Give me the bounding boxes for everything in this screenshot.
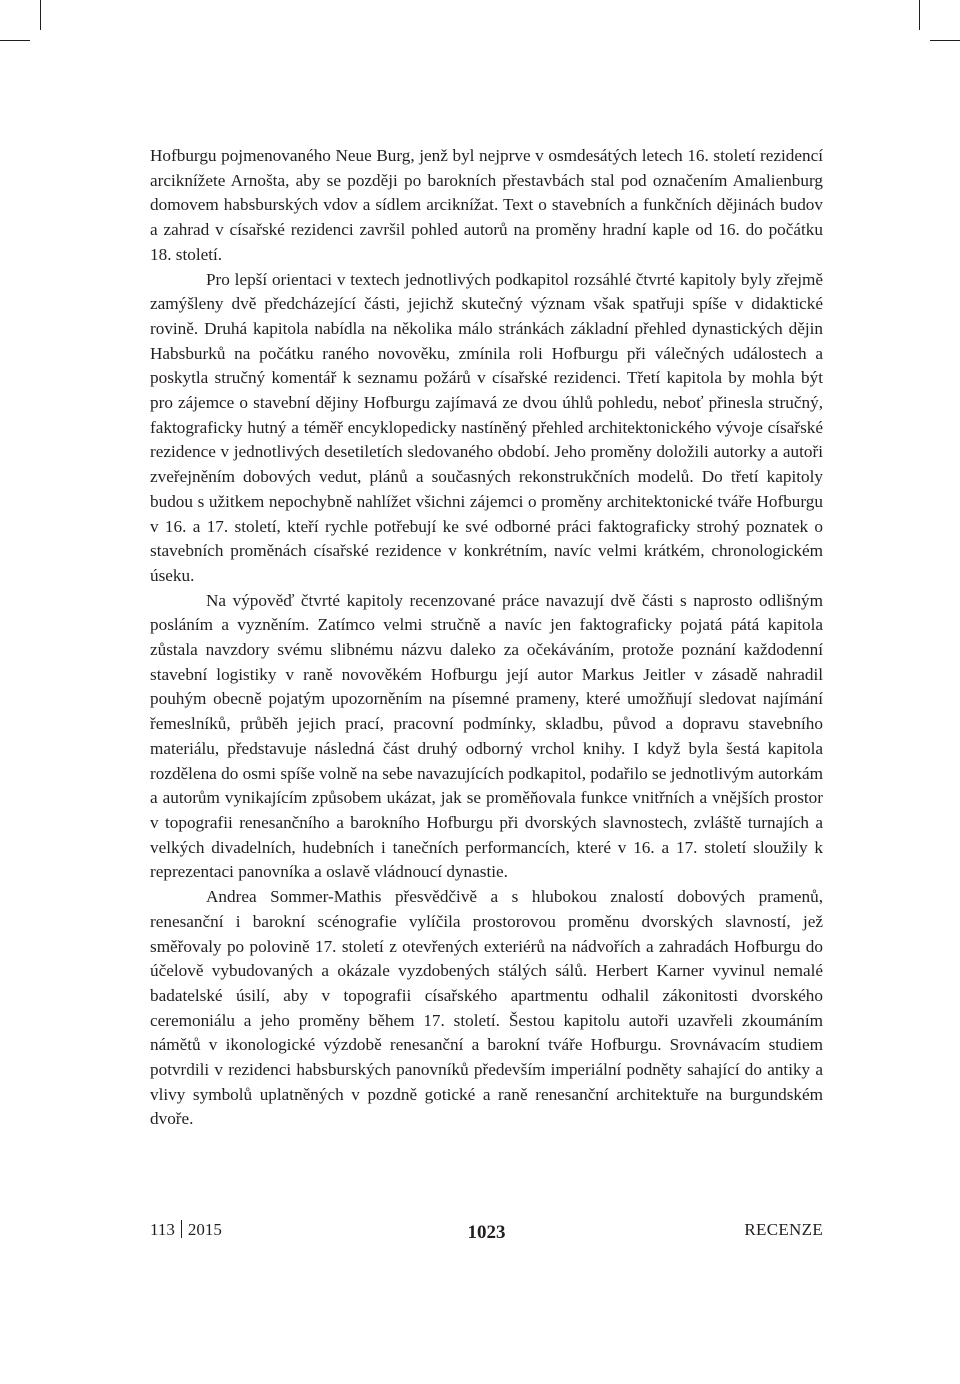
crop-mark-top-right	[919, 0, 920, 30]
paragraph-4: Andrea Sommer-Mathis přesvědčivě a s hlubokou znalostí dobových pramenů, renesanční i barokní scénografie vylíčila prostorovou proměnu dvorských slavností, jež směřovaly po polovině 17. století z otevřených exteriérů na nádvořích a zahradách Hofburgu do účelově vybudovaných a okázale vyzdobených stálých sálů. Herbert Karner vyvinul nemalé badatelské úsilí, aby v topografii císařského apartmentu odhalil zákonitosti dvorského ceremoniálu a jeho proměny během 17. století. Šestou kapitolu autoři uzavřeli zkoumáním námětů v ikonologické výzdobě renesanční a barokní tváře Hofburgu. Srovnávacím studiem potvrdili v rezidenci habsburských panovníků především imperiální podněty sahající do antiky a vlivy symbolů uplatněných v pozdně gotické a raně renesanční architektuře na burgundském dvoře.	[150, 887, 823, 1129]
paragraph-1: Hofburgu pojmenovaného Neue Burg, jenž byl nejprve v osmdesátých letech 16. století rezidencí arciknížete Arnošta, aby se později po barokních přestavbách stal pod označením Amalienburg domovem habsburských vdov a sídlem arciknížat. Text o stavebních a funkčních dějinách budov a zahrad v císařské rezidenci završil pohled autorů na proměny hradní kaple od 16. do počátku 18. století.	[150, 146, 823, 264]
page-footer	[150, 1220, 823, 1250]
section-name: RECENZE	[744, 1220, 823, 1239]
crop-mark-top-left	[40, 0, 41, 30]
year: 2015	[187, 1220, 222, 1239]
page-number: 1023	[467, 1222, 506, 1243]
paragraph-2: Pro lepší orientaci v textech jednotlivých podkapitol rozsáhlé čtvrté kapitoly byly zřejmě zamýšleny dvě předcházející části, jejichž skutečný význam však spatřuji spíše v didaktické rovině. Druhá kapitola nabídla na několika málo stránkách základní přehled dynastických dějin Habsburků na počátku raného novověku, zmínila roli Hofburgu při válečných událostech a poskytla stručný komentář k seznamu požárů v císařské rezidenci. Třetí kapitola by mohla být pro zájemce o stavební dějiny Hofburgu zajímavá ze dvou úhlů pohledu, neboť přinesla stručný, faktograficky hutný a téměř encyklopedicky nastíněný přehled architektonického vývoje císařské rezidence v jednotlivých desetiletích sledovaného období. Jeho proměny doložili autorky a autoři zveřejněním dobových vedut, plánů a současných rekonstrukčních modelů. Do třetí kapitoly budou s užitkem nepochybně nahlížet všichni zájemci o proměny architektonické tváře Hofburgu v 16. a 17. století, kteří rychle potřebují ke své odborné práci faktograficky strohý poznatek o stavebních proměnách císařské rezidence v konkrétním, navíc velmi krátkém, chronologickém úseku.	[150, 269, 823, 585]
crop-mark-right	[930, 40, 960, 41]
volume-number: 113	[150, 1220, 175, 1239]
body-text	[150, 144, 823, 1132]
paragraph-3: Na výpověď čtvrté kapitoly recenzované práce navazují dvě části s naprosto odlišným posláním a vyzněním. Zatímco velmi stručně a navíc jen faktograficky pojatá pátá kapitola zůstala navzdory svému slibnému názvu daleko za očekáváním, protože poznání každodenní stavební logistiky v raně novověkém Hofburgu její autor Markus Jeitler v zásadě nahradil pouhým obecně pojatým upozorněním na písemné prameny, které umožňují sledovat najímání řemeslníků, průběh jejich prací, pracovní podmínky, skladbu, původ a dopravu stavebního materiálu, představuje následná část druhý odborný vrchol knihy. I když byla šestá kapitola rozdělena do osmi spíše volně na sebe navazujících podkapitol, podařilo se jednotlivým autorkám a autorům vynikajícím způsobem ukázat, jak se proměňovala funkce vnitřních a vnějších prostor v topografii renesančního a barokního Hofburgu při dvorských slavnostech, zvláště turnajích a velkých divadelních, hudebních i tanečních performancích, které v 16. a 17. století sloužily k reprezentaci panovníka a oslavě vládnoucí dynastie.	[150, 590, 823, 882]
crop-mark-left	[0, 40, 30, 41]
